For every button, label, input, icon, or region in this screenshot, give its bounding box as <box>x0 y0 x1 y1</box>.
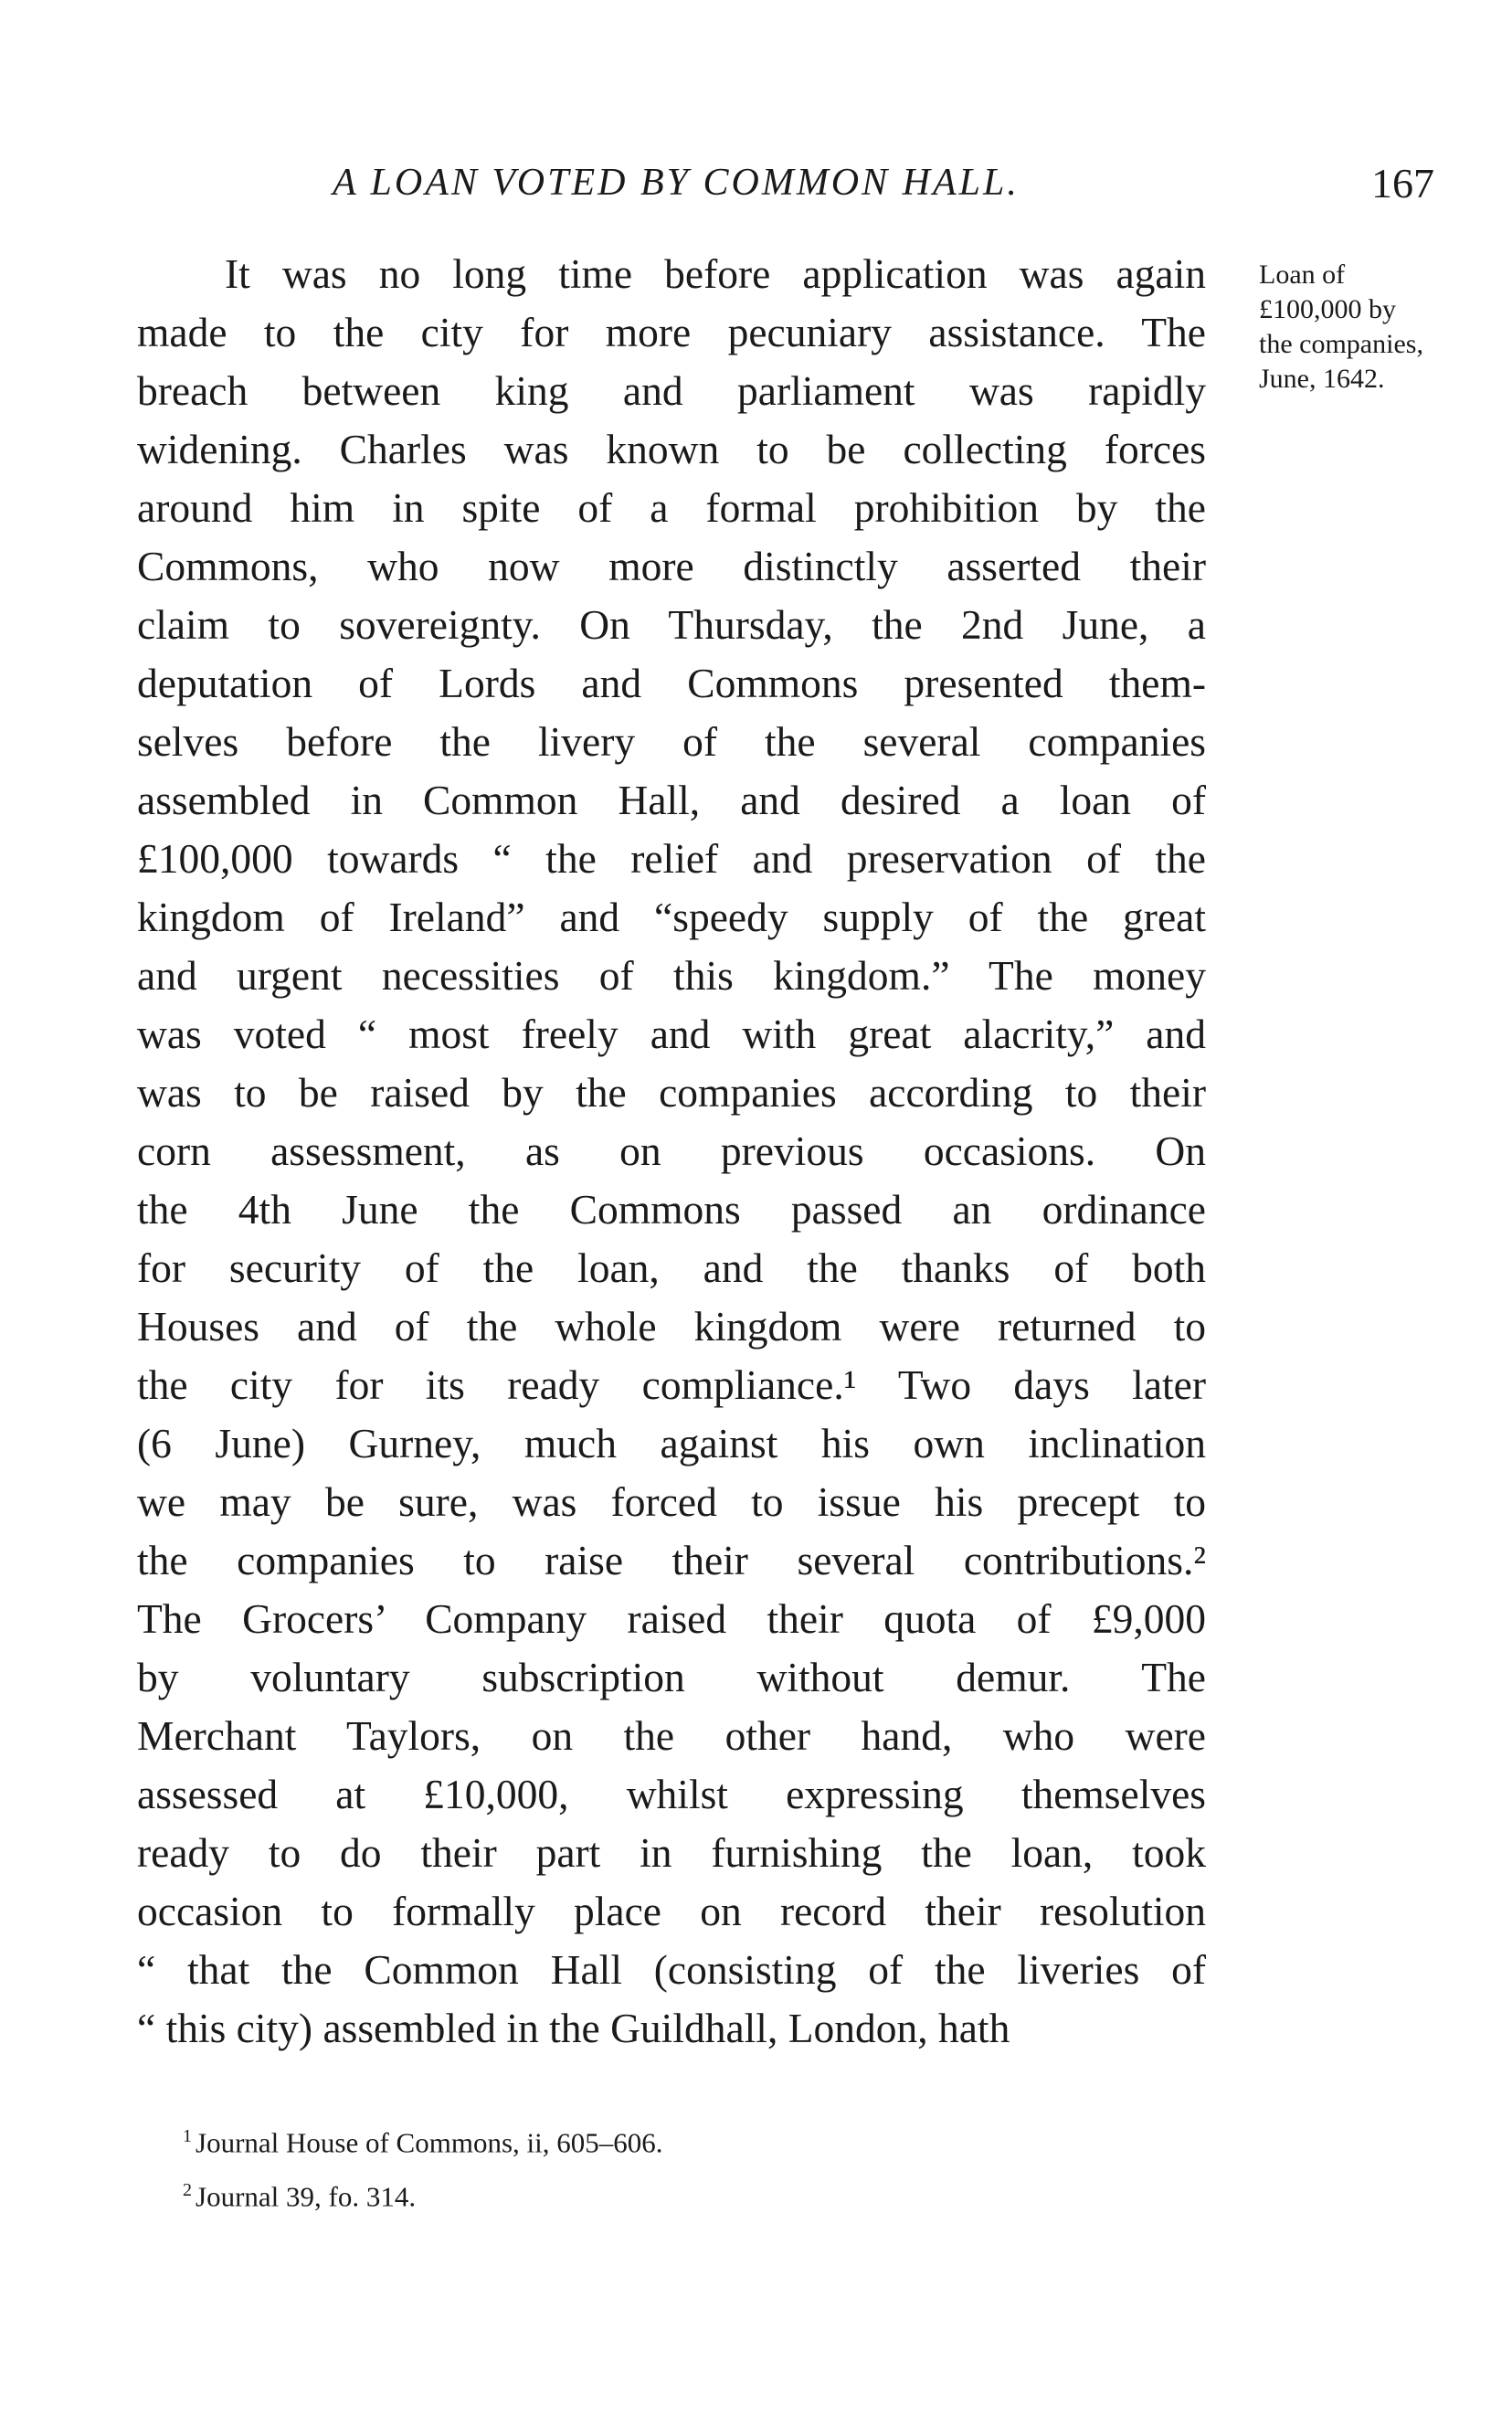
footnote-text: Journal House of Commons, ii, 605–606. <box>196 2126 663 2159</box>
text-line: and urgent necessities of this kingdom.” The money <box>137 952 1206 999</box>
running-title: A LOAN VOTED BY COMMON HALL. <box>333 162 1020 204</box>
text-line: “ this city) assembled in the Guildhall, London, hath <box>137 2005 1010 2051</box>
text-line: The Grocers’ Company raised their quota of £9,000 <box>137 1595 1206 1642</box>
text-line: widening. Charles was known to be collecting forces <box>137 426 1206 472</box>
text-line: was to be raised by the companies according to their <box>137 1069 1206 1116</box>
footnote-mark: 2 <box>183 2180 192 2201</box>
text-line: £100,000 towards “ the relief and preservation of the <box>137 835 1206 882</box>
text-line: occasion to formally place on record their resolution <box>137 1888 1206 1934</box>
margin-note <box>1259 258 1506 397</box>
text-line: Commons, who now more distinctly asserted their <box>137 543 1206 589</box>
text-line: Merchant Taylors, on the other hand, who were <box>137 1712 1206 1759</box>
text-line: around him in spite of a formal prohibition by the <box>137 484 1206 531</box>
text-line: claim to sovereignty. On Thursday, the 2nd June, a <box>137 601 1206 648</box>
text-line: ready to do their part in furnishing the loan, took <box>137 1829 1206 1876</box>
margin-note-line: the companies, <box>1259 329 1423 359</box>
text-line: made to the city for more pecuniary assistance. The <box>137 309 1206 355</box>
text-line: corn assessment, as on previous occasions. On <box>137 1128 1206 1174</box>
text-line: breach between king and parliament was rapidly <box>137 367 1206 414</box>
text-line: by voluntary subscription without demur. The <box>137 1654 1206 1700</box>
margin-note-line: £100,000 by <box>1259 294 1396 324</box>
text-line: selves before the livery of the several companies <box>137 718 1206 765</box>
page-number: 167 <box>1371 160 1434 206</box>
margin-note-line: June, 1642. <box>1259 364 1385 394</box>
text-line: the 4th June the Commons passed an ordinance <box>137 1186 1206 1233</box>
footnote-mark: 1 <box>183 2126 192 2146</box>
text-line: deputation of Lords and Commons presented them- <box>137 660 1206 706</box>
running-head <box>137 154 1434 208</box>
footnote-text: Journal 39, fo. 314. <box>196 2180 417 2213</box>
text-line: for security of the loan, and the thanks of both <box>137 1244 1206 1291</box>
body-text <box>137 245 1206 2058</box>
text-line: Houses and of the whole kingdom were returned to <box>137 1303 1206 1350</box>
text-line: (6 June) Gurney, much against his own inclination <box>137 1420 1206 1466</box>
text-line: It was no long time before application was again <box>225 250 1206 297</box>
text-line: assembled in Common Hall, and desired a loan of <box>137 777 1206 823</box>
text-line: “ that the Common Hall (consisting of the liveries of <box>137 1946 1206 1993</box>
text-line: kingdom of Ireland” and “speedy supply of the great <box>137 894 1206 940</box>
margin-note-line: Loan of <box>1259 259 1346 290</box>
text-line: assessed at £10,000, whilst expressing themselves <box>137 1771 1206 1817</box>
footnote <box>183 2166 1188 2220</box>
text-line: was voted “ most freely and with great alacrity,” and <box>137 1011 1206 1057</box>
footnotes <box>183 2112 1188 2221</box>
text-line: the city for its ready compliance.¹ Two days later <box>137 1361 1206 1408</box>
text-line: we may be sure, was forced to issue his precept to <box>137 1478 1206 1525</box>
footnote <box>183 2112 1188 2166</box>
text-line: the companies to raise their several contributions.² <box>137 1537 1206 1583</box>
